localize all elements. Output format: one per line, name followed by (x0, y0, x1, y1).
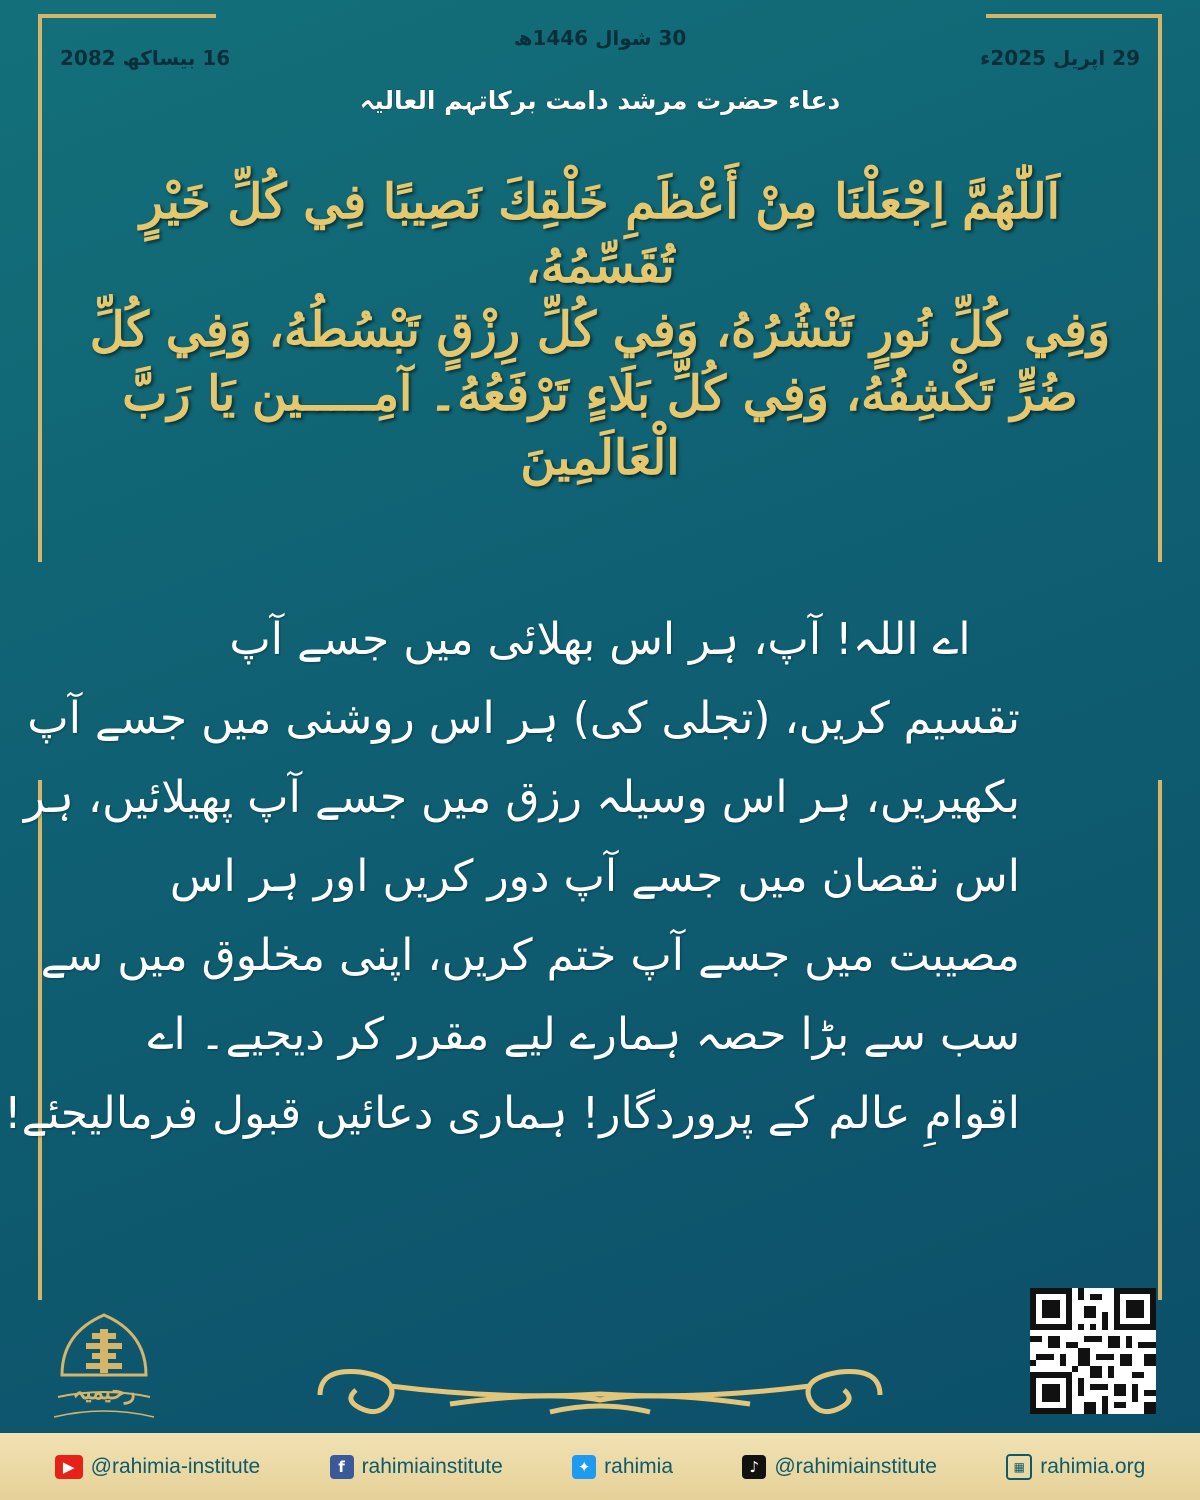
website-qr-icon: ▦ (1006, 1454, 1032, 1480)
gregorian-date: 29 اپریل 2025ء (980, 46, 1140, 70)
frame-top-right-h (986, 14, 1162, 18)
dua-arabic (60, 170, 1140, 490)
dua-urdu-line-3: بکھیریں، ہر اس وسیلہ رزق میں جسے آپ پھیلائیں، ہر (23, 772, 1020, 823)
logo-text: رحیمیہ (72, 1379, 136, 1405)
dua-urdu-line-2: تقسیم کریں، (تجلی کی) ہر اس روشنی میں جسے آپ (27, 693, 1020, 744)
frame-left-upper-v (38, 14, 42, 562)
qr-code-icon[interactable] (1030, 1288, 1156, 1414)
youtube-link[interactable] (55, 1455, 261, 1479)
tiktok-handle: @rahimiainstitute (774, 1454, 937, 1478)
frame-top-left-h (38, 14, 216, 18)
dua-arabic-line-3: ضُرٍّ تَكْشِفُهُ، وَفِي كُلِّ بَلَاءٍ تَرْفَعُهُ۔ آمِـــــين يَا رَبَّ الْعَالَمِينَ (122, 366, 1078, 486)
dua-arabic-line-1: اَللّٰهُمَّ اِجْعَلْنَا مِنْ أَعْظَمِ خَلْقِكَ نَصِيبًا فِي كُلِّ خَيْرٍ تُقَسِّمُهُ، (140, 174, 1060, 294)
frame-right-upper-v (1158, 14, 1162, 562)
dua-urdu-line-6: سب سے بڑا حصہ ہمارے لیے مقرر کر دیجیے۔ اے (147, 1009, 1020, 1060)
facebook-handle: rahimiainstitute (361, 1454, 503, 1478)
website-link[interactable] (1006, 1454, 1145, 1480)
ornament-divider-icon (300, 1360, 900, 1430)
logo-emblem-icon (44, 1305, 164, 1425)
frame-left-lower-v (38, 780, 42, 1300)
dua-urdu-line-5: مصیبت میں جسے آپ ختم کریں، اپنی مخلوق میں سے (40, 930, 1020, 981)
dua-arabic-line-2: وَفِي كُلِّ نُورٍ تَنْشُرُهُ، وَفِي كُلِّ رِزْقٍ تَبْسُطُهُ، وَفِي كُلِّ (89, 302, 1111, 358)
social-footer (0, 1433, 1200, 1500)
dua-urdu-line-1: اے اللہ! آپ، ہر اس بھلائی میں جسے آپ (229, 614, 971, 665)
website-url: rahimia.org (1040, 1454, 1146, 1478)
dua-urdu-line-4: اس نقصان میں جسے آپ دور کریں اور ہر اس (169, 851, 1020, 902)
youtube-handle: @rahimia-institute (90, 1454, 261, 1478)
tiktok-icon: ♪ (742, 1455, 766, 1479)
hijri-date: 30 شوال 1446ھ (513, 26, 687, 50)
tiktok-link[interactable] (742, 1455, 937, 1479)
dua-urdu-line-7: اقوامِ عالم کے پروردگار! ہماری دعائیں قبول فرمالیجئے! (4, 1088, 1020, 1139)
facebook-icon: f (330, 1455, 354, 1479)
page-title: دعاء حضرت مرشد دامت برکاتہم العالیہ (359, 86, 841, 115)
dua-urdu-translation (4, 600, 1020, 1153)
twitter-icon: ✦ (572, 1455, 596, 1479)
twitter-handle: rahimia (604, 1454, 673, 1478)
bikrami-date: 16 بیساکھ 2082 (60, 46, 231, 70)
frame-right-lower-v (1158, 780, 1162, 1300)
twitter-link[interactable] (572, 1455, 673, 1479)
rahimia-logo (44, 1305, 164, 1425)
facebook-link[interactable] (330, 1455, 503, 1479)
youtube-icon: ▶ (55, 1455, 83, 1479)
